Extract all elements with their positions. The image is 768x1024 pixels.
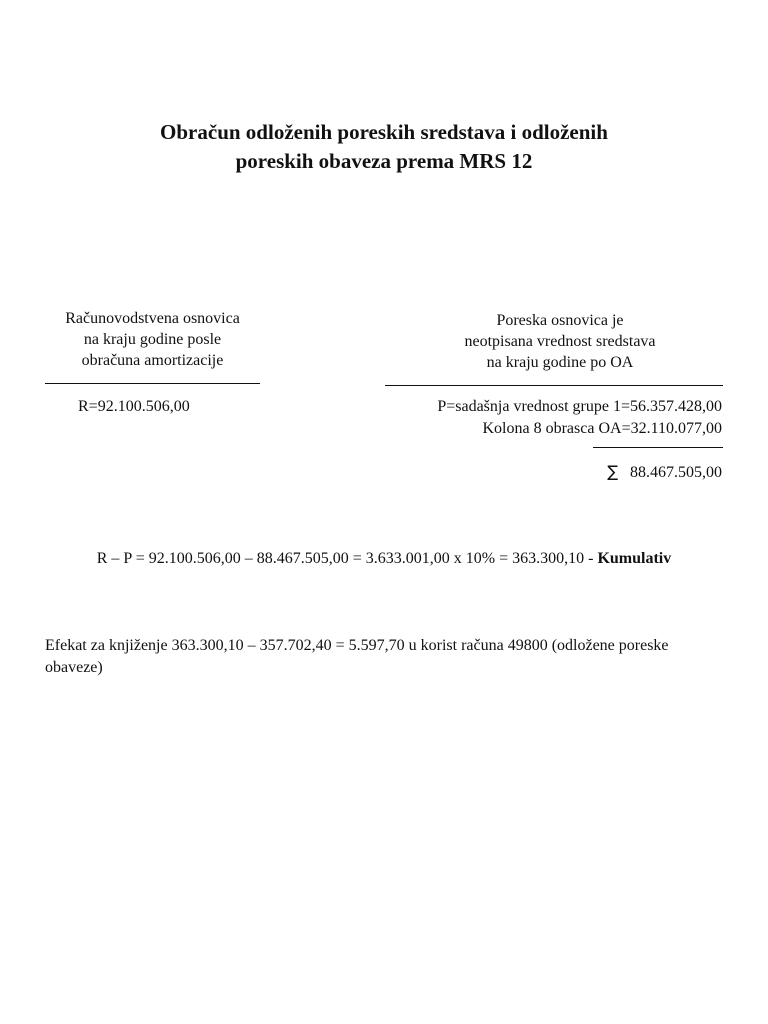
tax-basis-heading-line: na kraju godine po OA	[486, 354, 634, 371]
right-divider	[385, 385, 723, 386]
formula-bold-label: Kumulativ	[597, 550, 672, 567]
sum-divider	[593, 447, 723, 448]
effect-paragraph: Efekat za knjiženje 363.300,10 – 357.702,40 = 5.597,70 u korist računa 49800 (odložene poreske obaveze)	[45, 637, 669, 676]
tax-basis-line-2: Kolona 8 obrasca OA=32.110.077,00	[482, 420, 722, 437]
title-line-1: Obračun odloženih poreskih sredstava i odloženih	[160, 120, 608, 144]
title-line-2: poreskih obaveza prema MRS 12	[235, 149, 533, 173]
sum-value: 88.467.505,00	[630, 464, 722, 481]
accounting-basis-heading-line: Računovodstvena osnovica	[65, 310, 240, 327]
document-title	[0, 118, 768, 176]
formula-text: R – P = 92.100.506,00 – 88.467.505,00 = 3.633.001,00 x 10% = 363.300,10 -	[96, 550, 598, 567]
left-divider	[45, 383, 260, 384]
tax-basis-sum	[500, 461, 722, 483]
sigma-icon: ∑	[607, 462, 618, 481]
formula-line	[0, 548, 768, 569]
tax-basis-heading	[420, 310, 700, 373]
accounting-basis-heading	[40, 308, 265, 371]
tax-basis-heading-line: Poreska osnovica je	[496, 312, 624, 329]
accounting-basis-value: R=92.100.506,00	[78, 398, 190, 415]
accounting-basis-heading-line: na kraju godine posle	[83, 331, 222, 348]
tax-basis-heading-line: neotpisana vrednost sredstava	[464, 333, 656, 350]
tax-basis-line-1: P=sadašnja vrednost grupe 1=56.357.428,00	[437, 398, 722, 415]
accounting-basis-heading-line: obračuna amortizacije	[81, 352, 224, 369]
